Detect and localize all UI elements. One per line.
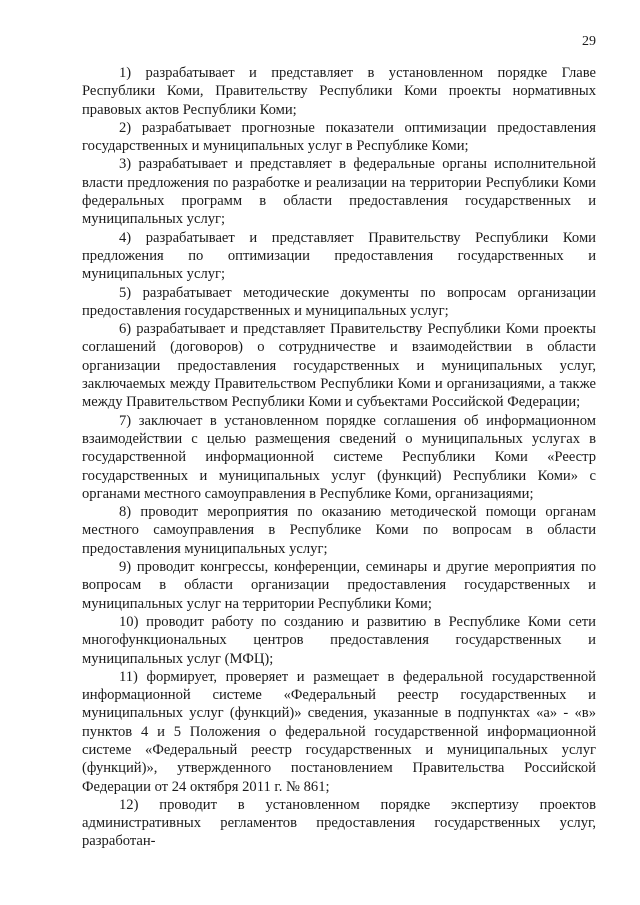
paragraph: 6) разрабатывает и представляет Правительству Республики Коми проекты соглашений (договоров) о сотрудничестве и взаимодействии в области организации предоставления государственных и муниципальных услуг, заключаемых между Правительством Республики Коми и организациями, а также между Правительством Республики Коми и субъектами Российской Федерации;: [82, 321, 596, 411]
paragraph: 11) формирует, проверяет и размещает в федеральной государственной информационной системе «Федеральный реестр государственных и муниципальных услуг (функций)» сведения, указанные в подпунктах «а» - «в» пунктов 4 и 5 Положения о федеральной государственной информационной системе «Федеральный реестр государственных и муниципальных услуг (функций)», утвержденного постановлением Правительства Российской Федерации от 24 октября 2011 г. № 861;: [82, 668, 596, 795]
paragraph: 4) разрабатывает и представляет Правительству Республики Коми предложения по оптимизации предоставления государственных и муниципальных услуг;: [82, 229, 596, 283]
paragraph: 12) проводит в установленном порядке экспертизу проектов административных регламентов предоставления государственных услуг, разработан-: [82, 796, 596, 850]
paragraph: 10) проводит работу по созданию и развитию в Республике Коми сети многофункциональных центров предоставления государственных и муниципальных услуг (МФЦ);: [82, 613, 596, 667]
body-text: [82, 64, 596, 851]
paragraph: 2) разрабатывает прогнозные показатели оптимизации предоставления государственных и муниципальных услуг в Республике Коми;: [82, 119, 596, 155]
paragraph: 1) разрабатывает и представляет в установленном порядке Главе Республики Коми, Правительству Республики Коми проекты нормативных правовых актов Республики Коми;: [82, 65, 596, 118]
paragraph: 9) проводит конгрессы, конференции, семинары и другие мероприятия по вопросам в области организации предоставления государственных и муниципальных услуг на территории Республики Коми;: [82, 559, 596, 612]
paragraph: 8) проводит мероприятия по оказанию методической помощи органам местного самоуправления в Республике Коми по вопросам в области предоставления муниципальных услуг;: [82, 504, 596, 557]
paragraph: 7) заключает в установленном порядке соглашения об информационном взаимодействии с целью размещения сведений о муниципальных услугах в государственной информационной системе Республики Коми «Реестр государственных и муниципальных услуг (функций) Республики Коми» с органами местного самоуправления в Республике Коми, организациями;: [82, 412, 596, 502]
page-number: 29: [582, 34, 596, 49]
paragraph: 5) разрабатывает методические документы по вопросам организации предоставления государственных и муниципальных услуг;: [82, 284, 596, 319]
paragraph: 3) разрабатывает и представляет в федеральные органы исполнительной власти предложения по разработке и реализации на территории Республики Коми федеральных программ в области предоставления государственных и муниципальных услуг;: [82, 156, 596, 228]
